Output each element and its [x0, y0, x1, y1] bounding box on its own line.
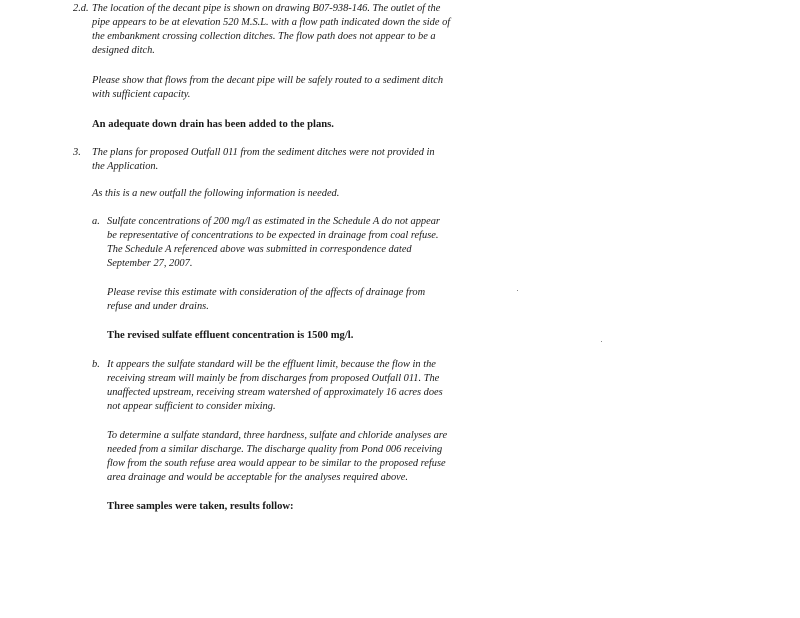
- item-3a-line-3: The Schedule A referenced above was submitted in correspondence dated: [107, 244, 412, 255]
- item-2d-request-line-1: Please show that flows from the decant pipe will be safely routed to a sediment ditch: [92, 75, 444, 86]
- item-2d-marker: 2.d.: [73, 3, 89, 14]
- item-3a-line-1: Sulfate concentrations of 200 mg/l as estimated in the Schedule A do not appear: [107, 216, 440, 227]
- item-2d-line-2: pipe appears to be at elevation 520 M.S.L. with a flow path indicated down the side of: [92, 17, 451, 28]
- item-3b-line-4: not appear sufficient to consider mixing.: [107, 401, 276, 412]
- item-2d-request-line-2: with sufficient capacity.: [92, 89, 191, 100]
- item-3b-response: Three samples were taken, results follow:: [107, 501, 294, 512]
- item-3b-line-3: unaffected upstream, receiving stream watershed of approximately 16 acres does: [107, 387, 443, 398]
- item-2d-line-3: the embankment crossing collection ditches. The flow path does not appear to be a: [92, 31, 436, 42]
- item-2d-line-1: The location of the decant pipe is shown on drawing B07-938-146. The outlet of the: [92, 3, 441, 14]
- item-3a-marker: a.: [92, 216, 100, 227]
- item-3b-request-line-3: flow from the south refuse area would appear to be similar to the proposed refuse: [107, 458, 446, 469]
- item-3b-request-line-1: To determine a sulfate standard, three hardness, sulfate and chloride analyses are: [107, 430, 448, 441]
- item-2d-line-4: designed ditch.: [92, 45, 155, 56]
- item-3-intro: As this is a new outfall the following information is needed.: [92, 188, 340, 199]
- item-3b-marker: b.: [92, 359, 100, 370]
- item-3-line-1: The plans for proposed Outfall 011 from the sediment ditches were not provided in: [92, 147, 435, 158]
- item-3b-line-2: receiving stream will mainly be from discharges from proposed Outfall 011. The: [107, 373, 440, 384]
- item-3a-response: The revised sulfate effluent concentration is 1500 mg/l.: [107, 330, 354, 341]
- item-2d-response: An adequate down drain has been added to the plans.: [92, 119, 334, 130]
- scan-speck: [517, 290, 518, 291]
- item-3a-request-line-2: refuse and under drains.: [107, 301, 209, 312]
- item-3b-line-1: It appears the sulfate standard will be the effluent limit, because the flow in the: [107, 359, 436, 370]
- item-3-line-2: the Application.: [92, 161, 159, 172]
- item-3b-request-line-4: area drainage and would be acceptable for the analyses required above.: [107, 472, 408, 483]
- item-3a-line-4: September 27, 2007.: [107, 258, 193, 269]
- item-3-marker: 3.: [73, 147, 81, 158]
- item-3a-request-line-1: Please revise this estimate with consideration of the affects of drainage from: [107, 287, 426, 298]
- item-3b-request-line-2: needed from a similar discharge. The discharge quality from Pond 006 receiving: [107, 444, 443, 455]
- scan-speck: [601, 341, 602, 342]
- item-3a-line-2: be representative of concentrations to be expected in drainage from coal refuse.: [107, 230, 439, 241]
